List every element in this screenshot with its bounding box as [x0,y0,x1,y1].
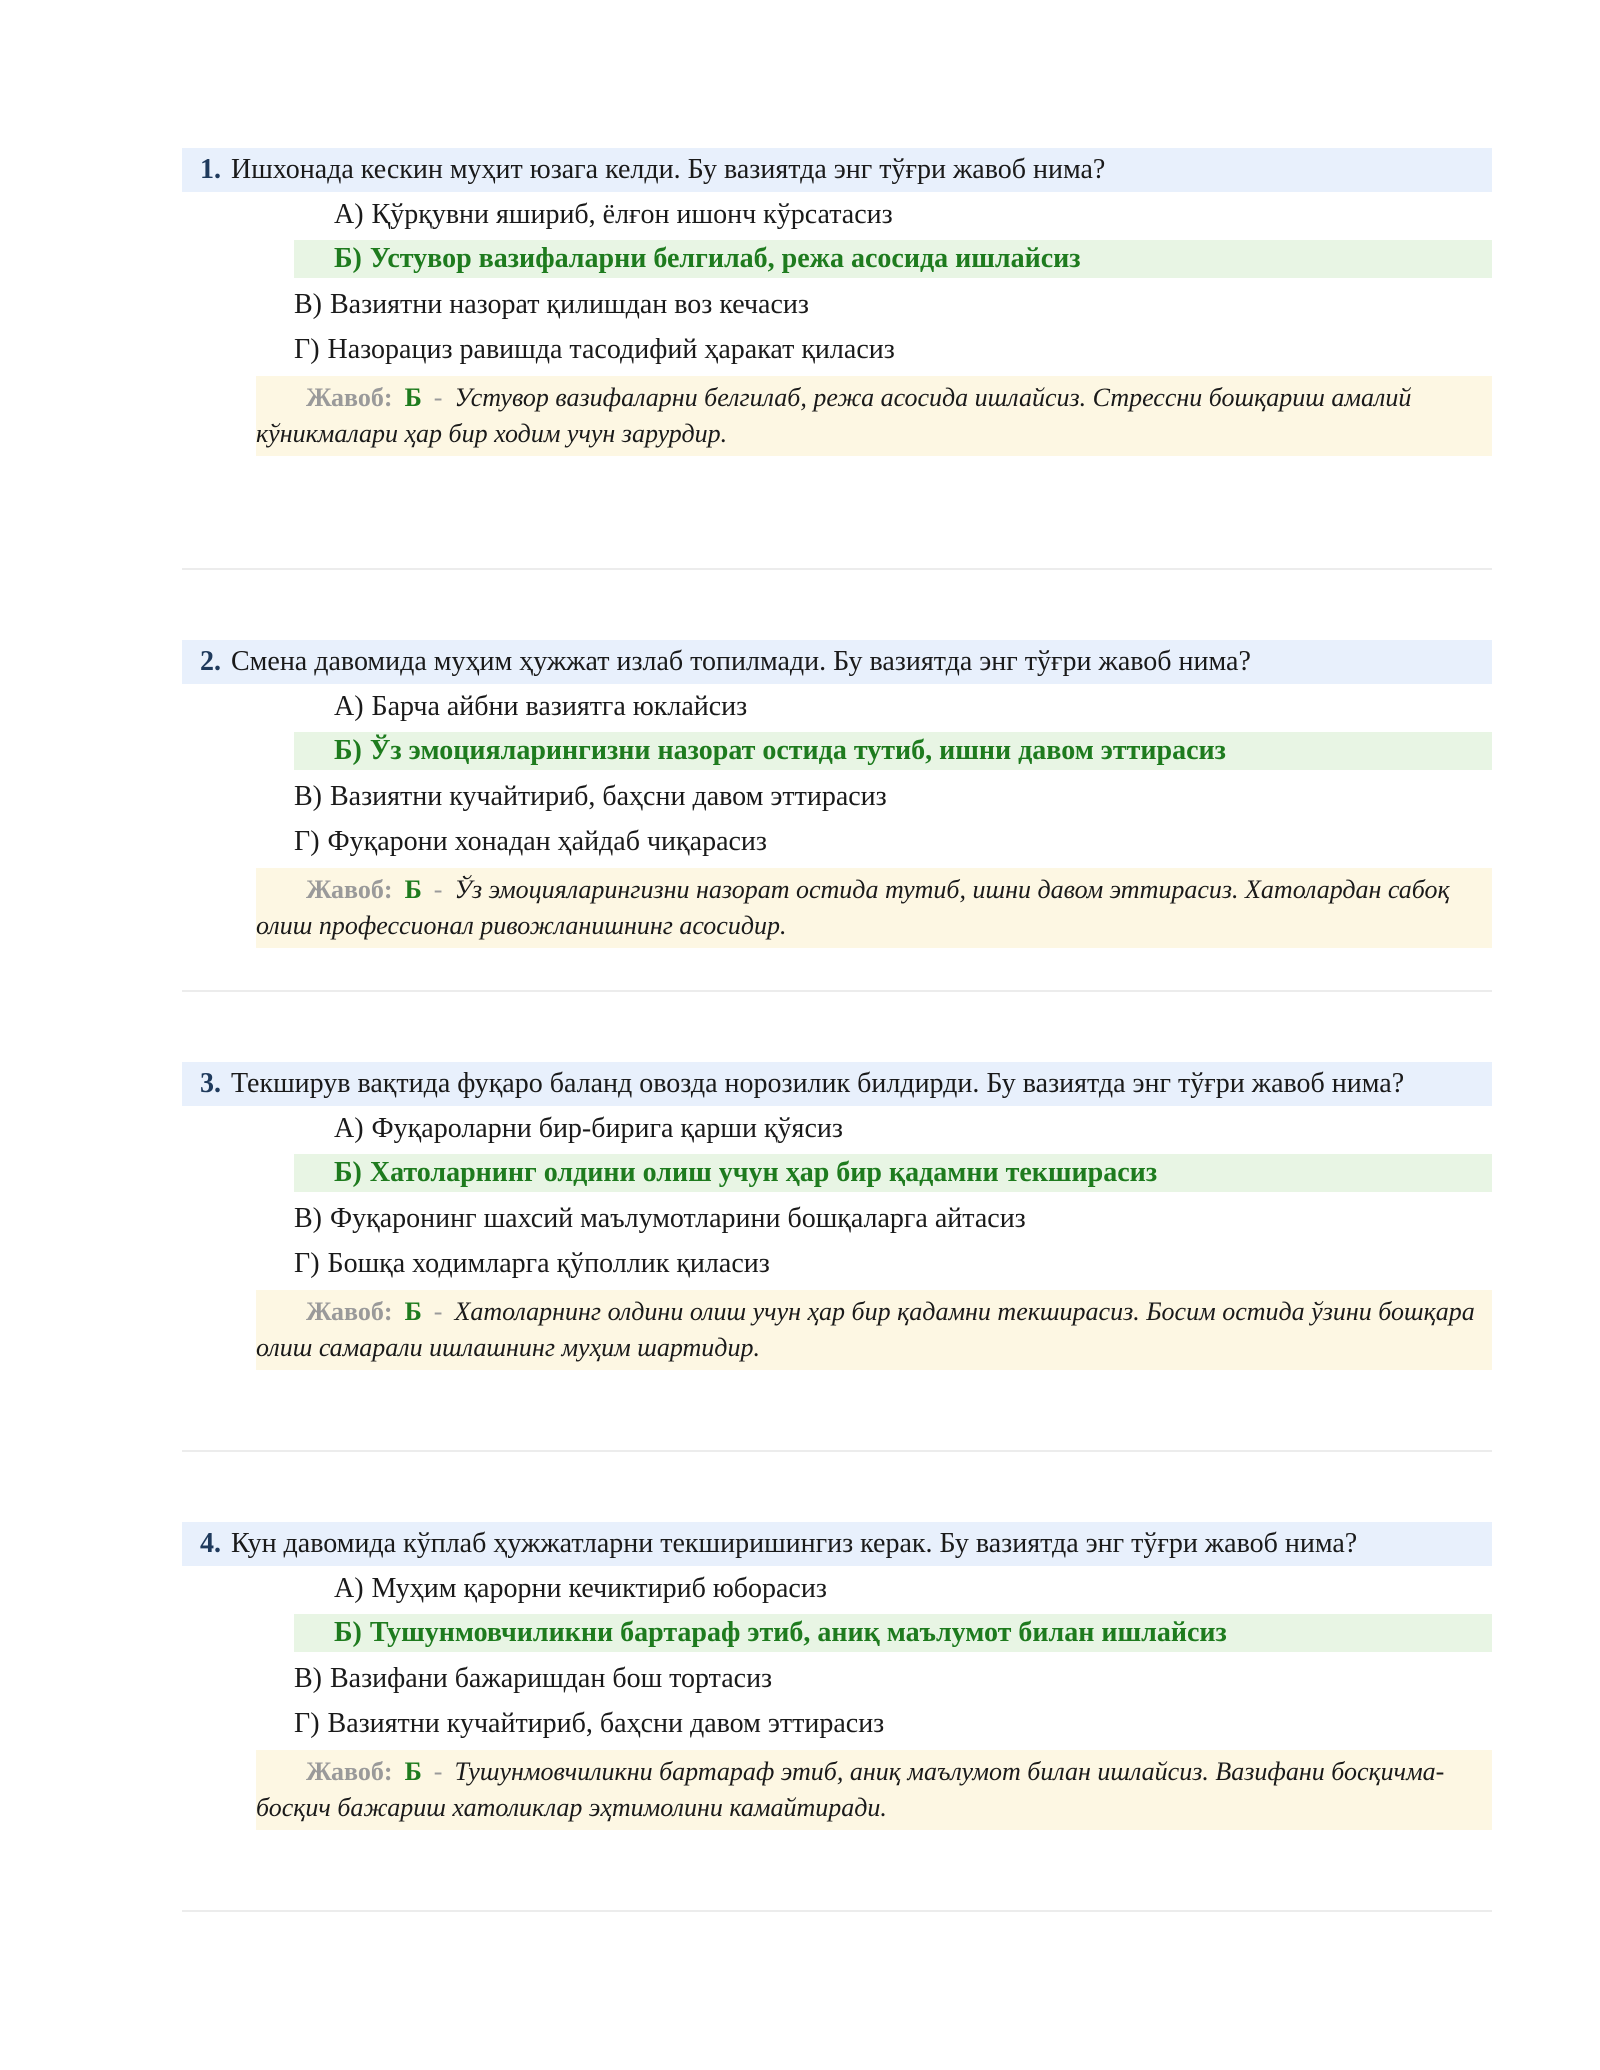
option-letter: А) [334,1572,364,1604]
answer-letter: Б [404,383,422,412]
question-text [182,640,1492,684]
option-b-correct [294,1614,1492,1652]
answer-dash: - [433,875,443,904]
quiz-page [182,148,1492,1912]
option-text: Фуқароларни бир-бирига қарши қўясиз [371,1112,843,1144]
option-v [182,774,1492,819]
option-text: Вазиятни кучайтириб, баҳсни давом эттирасиз [327,1707,885,1739]
option-g [182,327,1492,372]
option-letter: Г) [294,1707,320,1739]
option-letter: Г) [294,825,320,857]
question-number: 2. [200,646,221,677]
option-text: Барча айбни вазиятга юклайсиз [371,690,748,722]
option-text: Бошқа ходимларга қўполлик қиласиз [327,1247,770,1279]
answer-dash: - [433,383,443,412]
answer-letter: Б [404,1757,422,1786]
option-b-correct [294,732,1492,770]
option-text: Вазифани бажаришдан бош тортасиз [330,1662,773,1694]
answer-explanation: Ўз эмоцияларингизни назорат остида тутиб, ишни давом эттирасиз. Хатолардан сабоқ олиш профессионал ривожланишнинг асосидир. [256,875,1450,940]
answer-box [256,1750,1492,1830]
option-g [182,1241,1492,1286]
option-letter: В) [294,288,322,320]
option-a [182,1106,1492,1151]
question-number: 1. [200,154,221,185]
answer-letter: Б [404,1297,422,1326]
option-letter: В) [294,1202,322,1234]
option-letter: А) [334,198,364,230]
option-letter: Б) [334,1617,362,1648]
option-g [182,819,1492,864]
option-letter: В) [294,780,322,812]
option-v [182,282,1492,327]
answer-label: Жавоб: [306,1297,393,1326]
option-a [182,192,1492,237]
option-v [182,1196,1492,1241]
answer-explanation: Тушунмовчиликни бартараф этиб, аниқ маълумот билан ишлайсиз. Вазифани босқичма-босқич бажариш хатоликлар эҳтимолини камайтиради. [256,1757,1445,1822]
option-text: Вазиятни назорат қилишдан воз кечасиз [330,288,809,320]
answer-label: Жавоб: [306,1757,393,1786]
option-g [182,1701,1492,1746]
option-v [182,1656,1492,1701]
question-body: Текширув вақтида фуқаро баланд овозда норозилик билдирди. Бу вазиятда энг тўғри жавоб нима? [231,1068,1405,1099]
question-number: 3. [200,1068,221,1099]
option-text: Вазиятни кучайтириб, баҳсни давом эттирасиз [330,780,887,812]
option-text: Ўз эмоцияларингизни назорат остида тутиб, ишни давом эттирасиз [369,735,1226,766]
answer-dash: - [433,1757,443,1786]
answer-box [256,1290,1492,1370]
option-text: Тушунмовчиликни бартараф этиб, аниқ маълумот билан ишлайсиз [369,1617,1227,1648]
question-number: 4. [200,1528,221,1559]
option-b-correct [294,240,1492,278]
question-text [182,1522,1492,1566]
question-block-1 [182,148,1492,570]
question-block-3 [182,992,1492,1452]
option-a [182,1566,1492,1611]
option-a [182,684,1492,729]
question-block-2 [182,570,1492,992]
option-text: Фуқаронинг шахсий маълумотларини бошқаларга айтасиз [330,1202,1026,1234]
question-body: Смена давомида муҳим ҳужжат излаб топилмади. Бу вазиятда энг тўғри жавоб нима? [231,646,1251,677]
question-text [182,148,1492,192]
option-b-correct [294,1154,1492,1192]
answer-explanation: Хатоларнинг олдини олиш учун ҳар бир қадамни текширасиз. Босим остида ўзини бошқара олиш самарали ишлашнинг муҳим шартидир. [256,1297,1475,1362]
answer-label: Жавоб: [306,875,393,904]
option-letter: А) [334,690,364,722]
question-block-4 [182,1452,1492,1912]
option-letter: Б) [334,735,362,766]
option-letter: Б) [334,243,362,274]
option-letter: Г) [294,333,320,365]
option-letter: Г) [294,1247,320,1279]
answer-explanation: Устувор вазифаларни белгилаб, режа асосида ишлайсиз. Стрессни бошқариш амалий кўникмалари ҳар бир ходим учун зарурдир. [256,383,1412,448]
answer-box [256,868,1492,948]
option-text: Устувор вазифаларни белгилаб, режа асосида ишлайсиз [369,243,1081,274]
question-body: Ишхонада кескин муҳит юзага келди. Бу вазиятда энг тўғри жавоб нима? [231,154,1106,185]
option-text: Қўрқувни яшириб, ёлғон ишонч кўрсатасиз [371,198,893,230]
option-text: Назорациз равишда тасодифий ҳаракат қиласиз [327,333,895,365]
option-text: Муҳим қарорни кечиктириб юборасиз [371,1572,827,1604]
question-text [182,1062,1492,1106]
answer-label: Жавоб: [306,383,393,412]
option-text: Хатоларнинг олдини олиш учун ҳар бир қадамни текширасиз [369,1157,1158,1188]
answer-dash: - [433,1297,443,1326]
option-letter: А) [334,1112,364,1144]
option-letter: В) [294,1662,322,1694]
question-body: Кун давомида кўплаб ҳужжатларни текширишингиз керак. Бу вазиятда энг тўғри жавоб нима? [231,1528,1358,1559]
answer-letter: Б [404,875,422,904]
answer-box [256,376,1492,456]
option-letter: Б) [334,1157,362,1188]
option-text: Фуқарони хонадан ҳайдаб чиқарасиз [327,825,767,857]
